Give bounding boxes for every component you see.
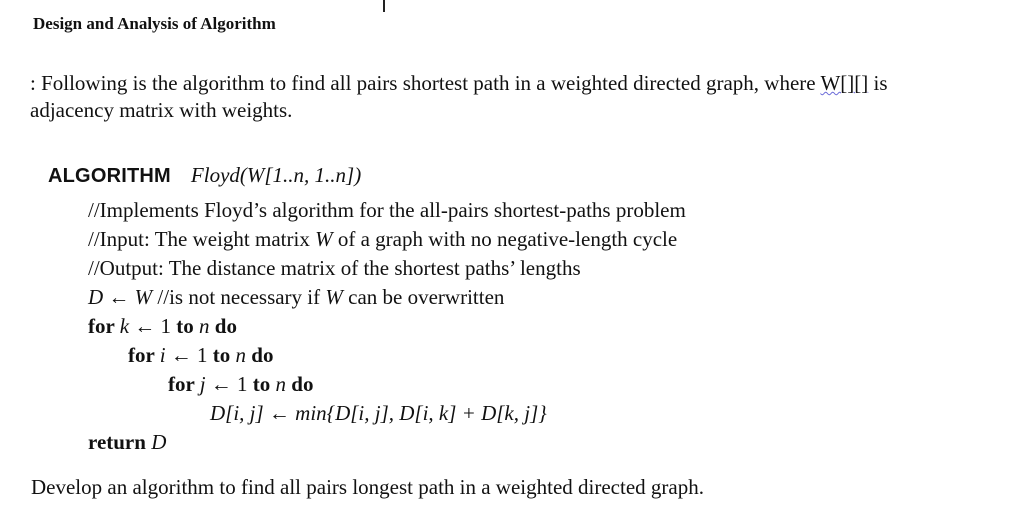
loop-i-line (128, 343, 273, 368)
loop-j-start: 1 (237, 372, 248, 396)
question-line-1 (30, 70, 888, 97)
assign-comment-w: W (325, 285, 343, 309)
loop-k-for: for (88, 314, 120, 338)
assign-lhs: D (88, 285, 104, 309)
assign-comment-rest: can be overwritten (342, 285, 505, 309)
loop-j-end: n (275, 372, 287, 396)
question-text (30, 70, 888, 124)
algorithm-signature: Floyd(W[1..n, 1..n]) (190, 163, 362, 187)
loop-k-end: n (199, 314, 210, 338)
loop-k-arrow: ← (129, 314, 161, 338)
loop-k-var: k (119, 314, 130, 338)
page-title: Design and Analysis of Algorithm (33, 14, 276, 33)
loop-k-to: to (171, 314, 200, 338)
return-var: D (151, 430, 167, 454)
assign-arrow: ← (103, 285, 135, 309)
comment-input-w: W (315, 227, 333, 251)
assign-comment: //is not necessary if (152, 285, 326, 309)
text-cursor-mark (383, 0, 385, 12)
comment-input-text: //Input: The weight matrix (88, 227, 316, 251)
algorithm-comment-input (88, 227, 677, 252)
loop-i-var: i (159, 343, 166, 367)
question-suffix: is (868, 71, 888, 95)
loop-k-start: 1 (160, 314, 172, 338)
loop-i-for: for (128, 343, 160, 367)
loop-k-line (88, 314, 237, 339)
loop-i-start: 1 (197, 343, 208, 367)
loop-i-arrow: ← (165, 343, 198, 367)
update-statement: D[i, j] ← min{D[i, j], D[i, k] + D[k, j]} (210, 401, 547, 425)
loop-k-do: do (209, 314, 237, 338)
task-text: Develop an algorithm to find all pairs longest path in a weighted directed graph. (31, 475, 704, 499)
algorithm-keyword: ALGORITHM (48, 165, 171, 187)
return-line (88, 430, 166, 455)
matrix-reference: W[][] (820, 71, 869, 95)
question-prefix: : Following is the algorithm to find all pairs shortest path in a weighted directed graph, where (30, 71, 821, 95)
loop-i-do: do (246, 343, 274, 367)
algorithm-header (48, 163, 361, 188)
comment-input-rest: of a graph with no negative-length cycle (332, 227, 678, 251)
loop-j-do: do (286, 372, 314, 396)
loop-j-line (168, 372, 313, 397)
algorithm-assign-line (88, 285, 504, 310)
loop-i-end: n (235, 343, 247, 367)
question-line-2: adjacency matrix with weights. (30, 98, 293, 122)
algorithm-comment-output: //Output: The distance matrix of the shortest paths’ lengths (88, 256, 581, 280)
algorithm-comment-implements: //Implements Floyd’s algorithm for the all-pairs shortest-paths problem (88, 198, 686, 222)
return-keyword: return (88, 430, 152, 454)
loop-j-to: to (247, 372, 276, 396)
loop-i-to: to (207, 343, 236, 367)
loop-j-arrow: ← (205, 372, 238, 396)
loop-j-var: j (199, 372, 206, 396)
loop-j-for: for (168, 372, 200, 396)
assign-rhs: W (134, 285, 153, 309)
